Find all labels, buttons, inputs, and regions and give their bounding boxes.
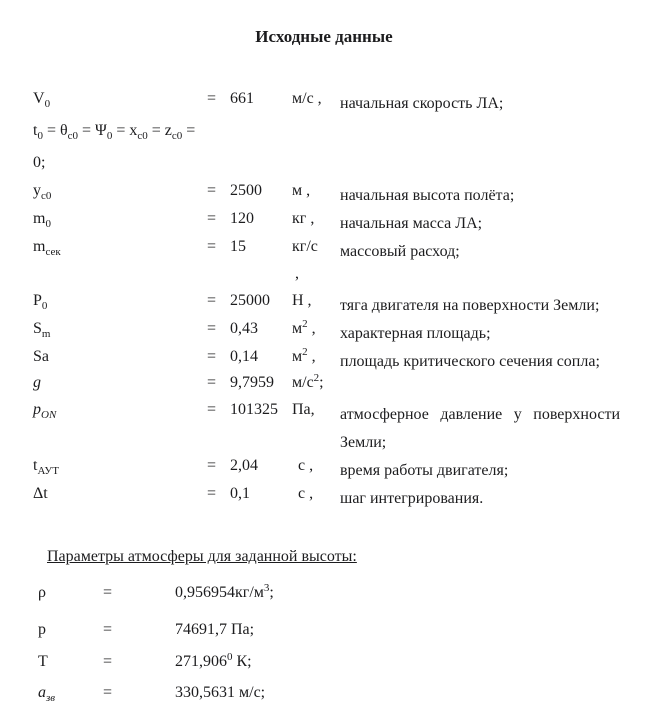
- param-unit: [292, 374, 324, 392]
- param-symbol-sub: m: [41, 328, 51, 340]
- param-symbol-base: a: [38, 684, 46, 701]
- param-value: 0,43: [230, 320, 258, 337]
- param-description: площадь критического сечения сопла;: [340, 353, 600, 370]
- param-symbol: [33, 182, 51, 200]
- param-symbol-base: y: [33, 182, 41, 199]
- param-symbol: T: [38, 653, 48, 670]
- equals-sign: =: [207, 210, 217, 227]
- param-description: атмосферное давление у поверхности Земли;: [340, 406, 620, 451]
- param-symbol: [33, 292, 47, 310]
- param-description: начальная масса ЛА;: [340, 215, 483, 232]
- eq-part: = x: [112, 122, 138, 139]
- equals-sign: =: [207, 182, 217, 199]
- param-symbol: Δt: [33, 485, 48, 502]
- eq-sub: с0: [67, 130, 79, 142]
- param-symbol-base: p: [33, 401, 41, 418]
- param-description: характерная площадь;: [340, 325, 491, 342]
- eq-part: = Ψ: [78, 122, 107, 139]
- param-symbol-base: V: [33, 90, 45, 107]
- param-unit-base: м: [292, 348, 303, 365]
- param-symbol-sub: зв: [46, 692, 56, 704]
- param-description: время работы двигателя;: [340, 462, 509, 479]
- initial-conditions-equation: [33, 122, 195, 140]
- param-value-tail: К;: [232, 653, 252, 670]
- equals-sign: =: [103, 653, 113, 670]
- equals-sign: =: [207, 485, 217, 502]
- param-symbol: [33, 210, 51, 228]
- param-value: 2,04: [230, 457, 258, 474]
- eq-sub: с0: [171, 130, 183, 142]
- param-value-sup: 0: [227, 651, 233, 663]
- param-value-sup: 3: [263, 582, 270, 594]
- param-unit-wrapped-comma: ,: [295, 265, 299, 282]
- param-value: 15: [230, 238, 246, 255]
- param-value: 0,14: [230, 348, 258, 365]
- param-symbol: g: [33, 374, 41, 391]
- param-unit: м ,: [292, 182, 311, 199]
- equals-sign: =: [207, 401, 217, 418]
- param-unit: кг/с: [292, 238, 318, 255]
- param-value: [175, 653, 252, 671]
- param-value-base: 0,956954кг/м: [175, 584, 264, 601]
- document-title: Исходные данные: [255, 27, 393, 46]
- param-value: 101325: [230, 401, 278, 418]
- param-value: [175, 584, 274, 602]
- param-unit: Н ,: [292, 292, 312, 309]
- param-symbol: Sa: [33, 348, 49, 365]
- param-unit: [292, 320, 316, 338]
- equals-sign: =: [207, 238, 217, 255]
- param-symbol: [33, 401, 56, 419]
- param-symbol: [33, 238, 61, 256]
- param-unit-sup: 2: [302, 318, 308, 330]
- param-symbol: p: [38, 621, 46, 638]
- param-symbol-sub: 0: [41, 300, 48, 312]
- param-unit-tail: ,: [307, 348, 316, 365]
- param-description: массовый расход;: [340, 243, 460, 260]
- param-unit: [292, 348, 316, 366]
- eq-sub: 0: [106, 130, 113, 142]
- param-value: 9,7959: [230, 374, 274, 391]
- equals-sign: =: [207, 90, 217, 107]
- equals-sign: =: [207, 348, 217, 365]
- eq-part: = θ: [42, 122, 68, 139]
- param-symbol-sub: сек: [45, 246, 61, 258]
- param-unit: кг ,: [292, 210, 315, 227]
- eq-part: = z: [147, 122, 172, 139]
- equals-sign: =: [103, 684, 113, 701]
- param-symbol-base: m: [33, 210, 46, 227]
- param-unit-sup: 2: [302, 346, 308, 358]
- param-value-tail: ;: [269, 584, 274, 601]
- param-symbol: [33, 457, 59, 475]
- param-description: тяга двигателя на поверхности Земли;: [340, 297, 600, 314]
- param-symbol-sub: АУТ: [37, 465, 59, 477]
- param-value: 120: [230, 210, 254, 227]
- equals-sign: =: [207, 292, 217, 309]
- param-symbol-sub: 0: [44, 98, 51, 110]
- equals-sign: =: [207, 320, 217, 337]
- param-symbol-base: P: [33, 292, 42, 309]
- param-symbol: [38, 684, 55, 702]
- param-unit-base: м: [292, 320, 303, 337]
- param-symbol-base: t: [33, 457, 38, 474]
- param-unit: Па,: [292, 401, 315, 418]
- param-unit-base: м/с: [292, 374, 314, 391]
- param-value-base: 271,906: [175, 653, 227, 670]
- param-symbol-sub: с0: [41, 190, 52, 202]
- param-symbol: ρ: [38, 584, 46, 601]
- param-value: 661: [230, 90, 254, 107]
- param-description: начальная высота полёта;: [340, 187, 515, 204]
- param-value: 25000: [230, 292, 270, 309]
- param-unit-tail: ,: [307, 320, 316, 337]
- eq-sub: 0: [37, 130, 43, 142]
- atmosphere-section-heading: Параметры атмосферы для заданной высоты:: [47, 548, 357, 565]
- param-description: начальная скорость ЛА;: [340, 95, 504, 112]
- param-symbol-base: S: [33, 320, 42, 337]
- param-symbol: [33, 320, 50, 338]
- param-value: 330,5631 м/с;: [175, 684, 266, 701]
- equals-sign: =: [103, 584, 113, 601]
- eq-sub: с0: [137, 130, 148, 142]
- param-unit: с ,: [298, 485, 314, 502]
- param-symbol: [33, 90, 50, 108]
- eq-part: =: [182, 122, 196, 139]
- param-unit: с ,: [298, 457, 314, 474]
- equals-sign: =: [103, 621, 113, 638]
- param-symbol-base: m: [33, 238, 46, 255]
- param-description: шаг интегрирования.: [340, 490, 484, 507]
- param-value: 0,1: [230, 485, 250, 502]
- param-value: 2500: [230, 182, 262, 199]
- eq-part: t: [33, 122, 38, 139]
- param-unit-tail: ;: [319, 374, 324, 391]
- param-value: 74691,7 Па;: [175, 621, 255, 638]
- param-symbol-sub: 0: [45, 218, 51, 230]
- initial-conditions-equation-line2: 0;: [33, 154, 46, 171]
- equals-sign: =: [207, 457, 217, 474]
- param-symbol-sub: ON: [41, 409, 57, 421]
- param-unit-sup: 2: [313, 372, 320, 384]
- param-unit: м/с ,: [292, 90, 322, 107]
- equals-sign: =: [207, 374, 217, 391]
